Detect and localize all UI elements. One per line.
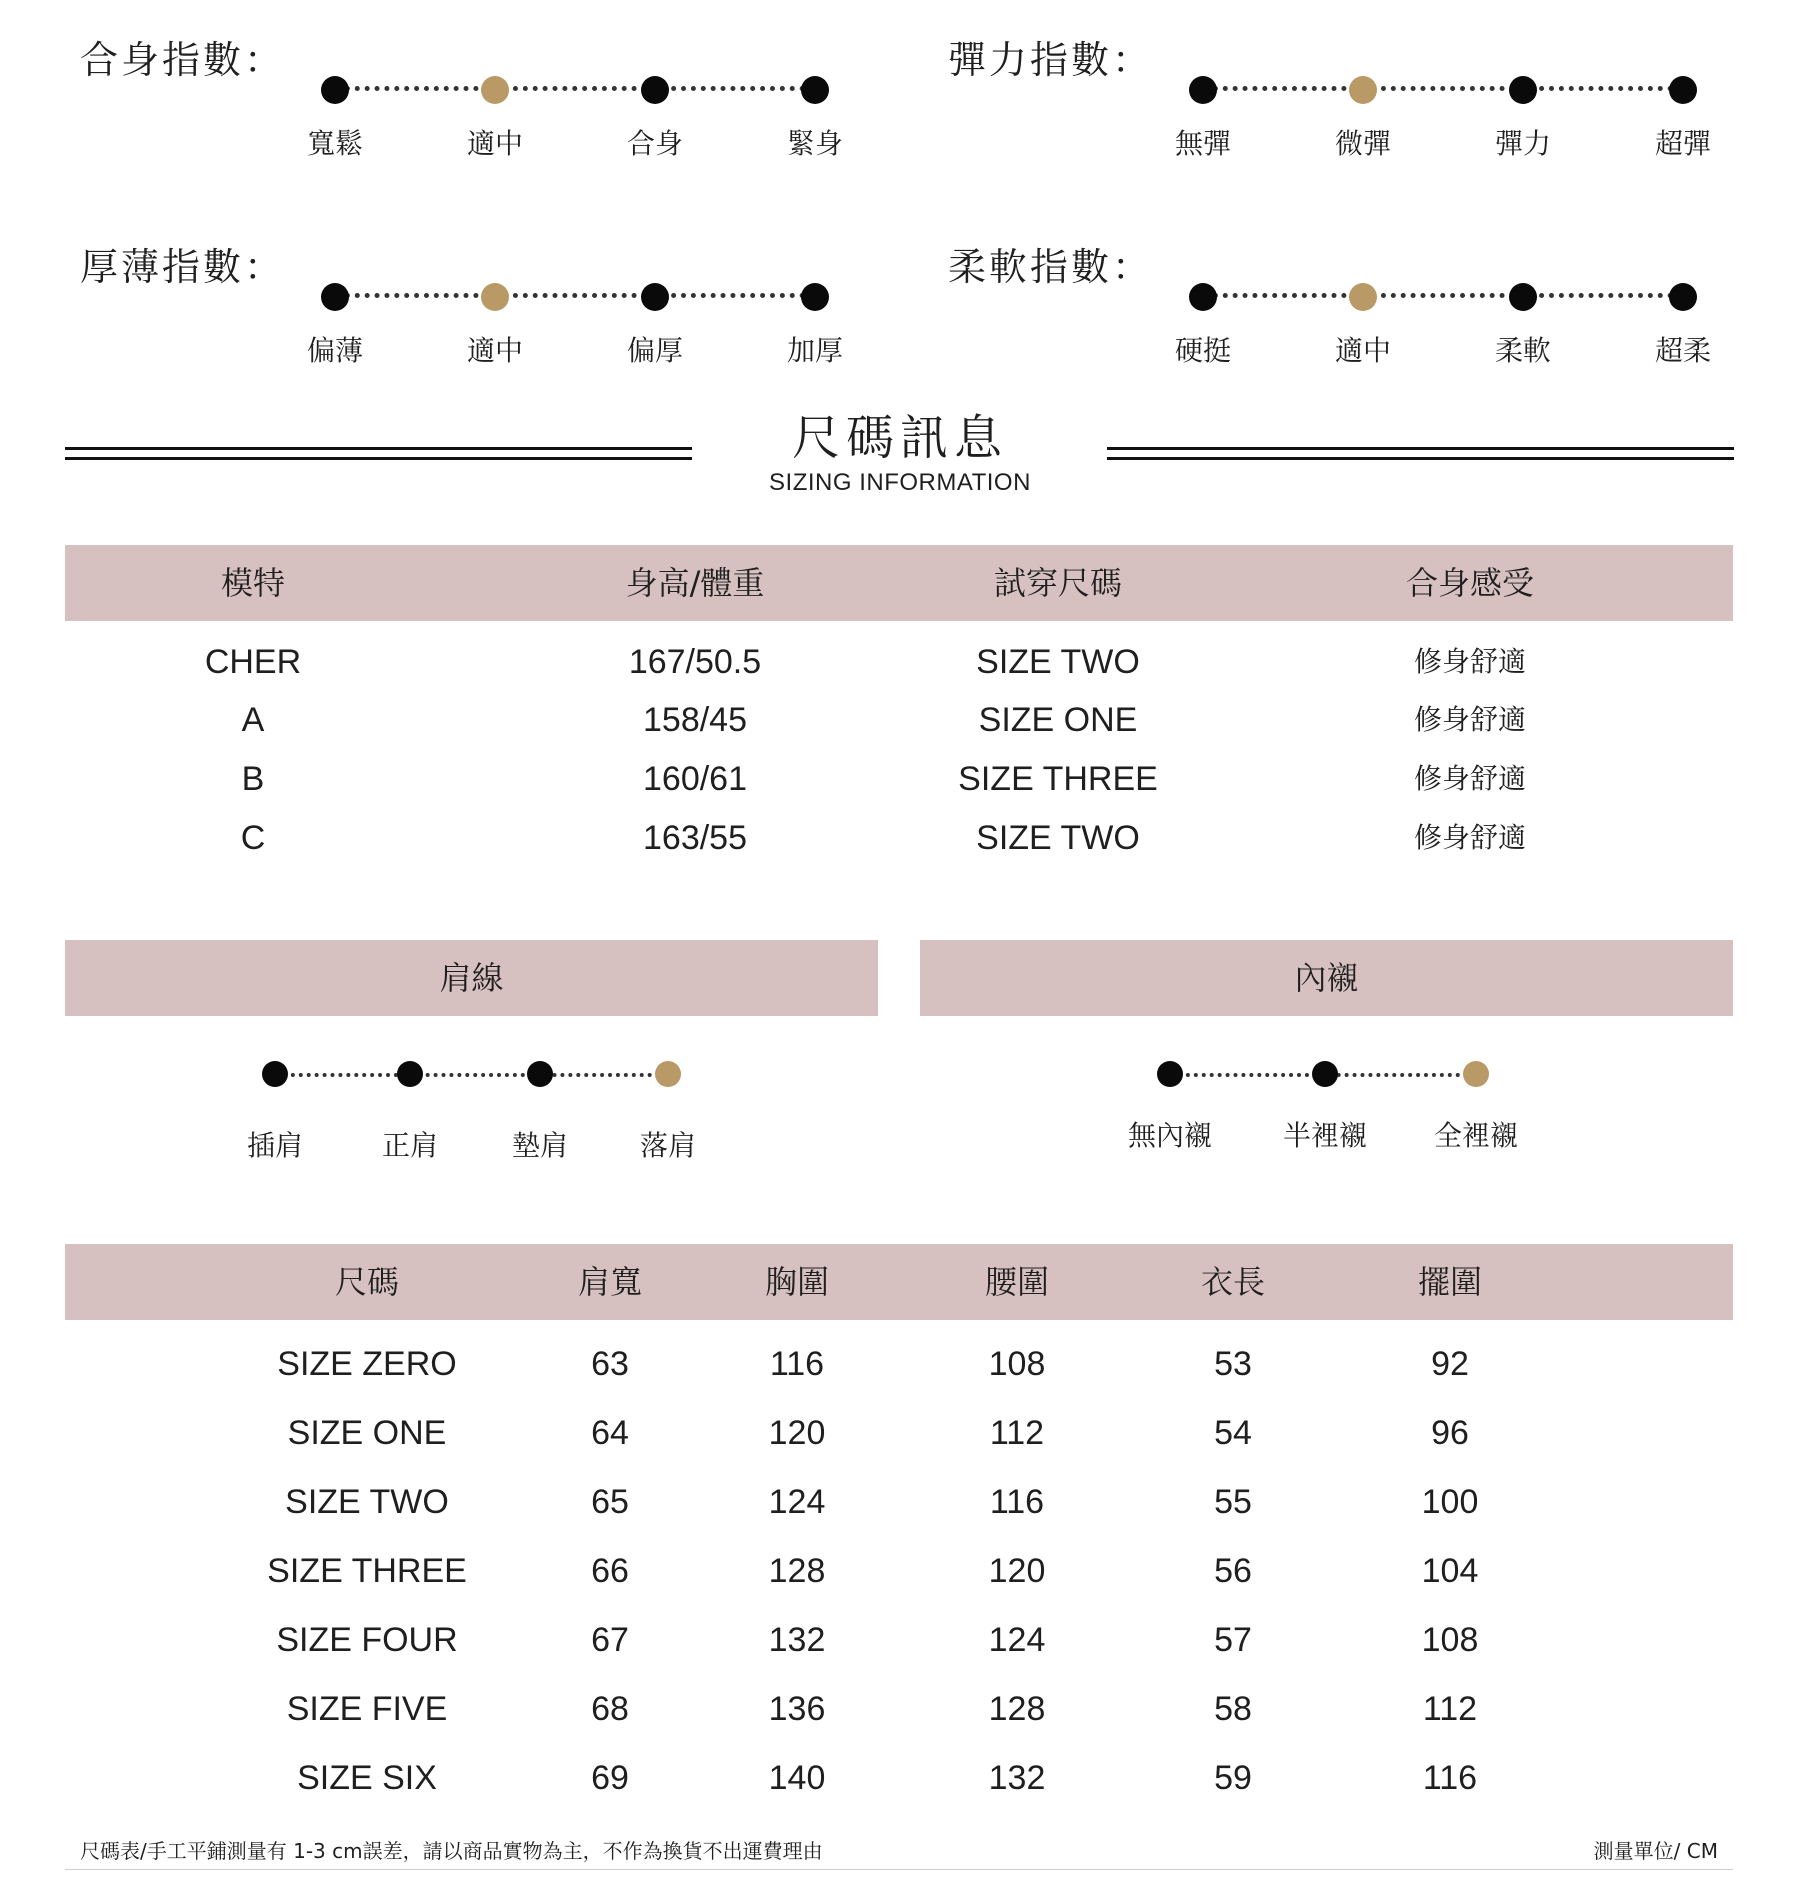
model-cell: 修身舒適: [1413, 645, 1526, 678]
size-cell: 55: [1214, 1483, 1252, 1521]
size-header-cell: 腰圍: [984, 1263, 1049, 1301]
scale-dot-selected: [481, 283, 509, 311]
model-header-cell: 試穿尺碼: [993, 564, 1122, 602]
scale-dot-selected: [1349, 76, 1377, 104]
size-cell: 96: [1431, 1414, 1469, 1452]
scale-label: 微彈: [1334, 127, 1391, 160]
size-cell: 100: [1421, 1483, 1479, 1521]
model-cell: 163/55: [643, 819, 747, 857]
shoulder-track: [275, 1073, 668, 1079]
model-header-cell: 合身感受: [1405, 564, 1534, 602]
size-header-cell: 尺碼: [334, 1263, 399, 1301]
scale-dot: [1669, 76, 1697, 104]
scale-label: 適中: [466, 127, 523, 160]
size-header-cell: 肩寬: [577, 1263, 642, 1301]
scale-dot: [1509, 283, 1537, 311]
size-cell: 116: [1422, 1759, 1478, 1797]
thickness-index: [80, 237, 940, 377]
scale-label: 偏厚: [626, 334, 683, 367]
model-cell: 158/45: [643, 701, 747, 739]
size-cell: 132: [768, 1621, 826, 1659]
index-title: 彈力指數：: [948, 38, 1154, 82]
model-cell: SIZE THREE: [958, 760, 1158, 798]
scale-dot: [1669, 283, 1697, 311]
size-cell: 128: [768, 1552, 826, 1590]
lining-title: 內襯: [1294, 959, 1359, 997]
sizing-title: 尺碼訊息: [791, 410, 1008, 466]
scale-dot: [321, 283, 349, 311]
size-cell: SIZE SIX: [297, 1759, 437, 1797]
softness-index: [948, 237, 1800, 377]
size-cell: 65: [591, 1483, 629, 1521]
scale-label: 加厚: [786, 334, 843, 367]
size-cell: SIZE THREE: [267, 1552, 467, 1590]
lining-dot: [1157, 1061, 1183, 1087]
shoulder-label: 墊肩: [511, 1129, 568, 1162]
size-cell: 108: [988, 1345, 1046, 1383]
index-title: 厚薄指數：: [80, 245, 286, 289]
size-cell: 68: [591, 1690, 629, 1728]
shoulder-title: 肩線: [439, 959, 504, 997]
lining-label: 半裡襯: [1282, 1119, 1367, 1152]
size-cell: 66: [591, 1552, 629, 1590]
model-cell: A: [241, 701, 265, 739]
size-cell: 63: [591, 1345, 629, 1383]
scale-dot: [321, 76, 349, 104]
index-track: [1203, 293, 1683, 299]
index-title: 柔軟指數：: [948, 245, 1154, 289]
scale-dot-selected: [481, 76, 509, 104]
size-cell: SIZE TWO: [285, 1483, 449, 1521]
index-track: [335, 86, 815, 92]
size-cell: 59: [1214, 1759, 1252, 1797]
measurement-unit: 測量單位/ CM: [1593, 1839, 1718, 1863]
model-header-cell: 身高/體重: [625, 564, 765, 602]
shoulder-dot: [527, 1061, 553, 1087]
index-track: [1203, 86, 1683, 92]
scale-dot: [641, 283, 669, 311]
model-cell: 修身舒適: [1413, 703, 1526, 736]
lining-dot-selected: [1463, 1061, 1489, 1087]
model-cell: SIZE TWO: [976, 643, 1140, 681]
shoulder-label: 正肩: [381, 1129, 438, 1162]
size-header-cell: 擺圍: [1417, 1263, 1482, 1301]
size-cell: 128: [988, 1690, 1046, 1728]
scale-dot: [801, 76, 829, 104]
size-cell: 108: [1421, 1621, 1479, 1659]
shoulder-label: 落肩: [639, 1129, 696, 1162]
model-cell: C: [240, 819, 266, 857]
size-cell: 112: [1422, 1690, 1478, 1728]
size-cell: 124: [768, 1483, 826, 1521]
scale-dot: [1509, 76, 1537, 104]
size-cell: 120: [768, 1414, 826, 1452]
size-cell: 104: [1421, 1552, 1479, 1590]
size-cell: 120: [988, 1552, 1046, 1590]
size-cell: 57: [1214, 1621, 1252, 1659]
size-cell: 124: [988, 1621, 1046, 1659]
index-title: 合身指數：: [80, 38, 286, 82]
scale-dot: [641, 76, 669, 104]
size-cell: 112: [989, 1414, 1045, 1452]
model-cell: 修身舒適: [1413, 821, 1526, 854]
scale-label: 偏薄: [306, 334, 363, 367]
model-cell: 167/50.5: [628, 643, 762, 681]
size-cell: 116: [989, 1483, 1045, 1521]
scale-label: 超彈: [1654, 127, 1711, 160]
scale-dot: [1189, 76, 1217, 104]
scale-label: 合身: [626, 127, 683, 160]
scale-label: 寬鬆: [306, 127, 363, 160]
model-cell: 修身舒適: [1413, 762, 1526, 795]
scale-dot-selected: [1349, 283, 1377, 311]
scale-label: 緊身: [786, 127, 843, 160]
fit-index: [80, 30, 940, 170]
model-cell: SIZE ONE: [978, 701, 1138, 739]
lining-label: 無內襯: [1127, 1119, 1212, 1152]
scale-label: 硬挺: [1174, 334, 1231, 367]
size-cell: 67: [591, 1621, 629, 1659]
scale-label: 適中: [1334, 334, 1391, 367]
size-cell: 136: [768, 1690, 826, 1728]
size-cell: 53: [1214, 1345, 1252, 1383]
model-cell: SIZE TWO: [976, 819, 1140, 857]
model-cell: B: [241, 760, 265, 798]
size-cell: 92: [1431, 1345, 1469, 1383]
size-cell: SIZE ZERO: [277, 1345, 457, 1383]
size-cell: 56: [1214, 1552, 1252, 1590]
scale-label: 無彈: [1174, 127, 1231, 160]
scale-label: 彈力: [1494, 127, 1551, 160]
size-cell: 140: [768, 1759, 826, 1797]
scale-label: 超柔: [1654, 334, 1711, 367]
size-cell: SIZE FIVE: [286, 1690, 448, 1728]
model-cell: 160/61: [643, 760, 747, 798]
scale-label: 適中: [466, 334, 523, 367]
lining-label: 全裡襯: [1433, 1119, 1518, 1152]
size-cell: 58: [1214, 1690, 1252, 1728]
footer-divider: [65, 1869, 1733, 1870]
lining-dot: [1312, 1061, 1338, 1087]
size-cell: SIZE FOUR: [276, 1621, 458, 1659]
size-cell: SIZE ONE: [287, 1414, 447, 1452]
size-header-cell: 衣長: [1200, 1263, 1265, 1301]
shoulder-dot-selected: [655, 1061, 681, 1087]
shoulder-dot: [397, 1061, 423, 1087]
size-cell: 132: [988, 1759, 1046, 1797]
scale-label: 柔軟: [1494, 334, 1551, 367]
shoulder-dot: [262, 1061, 288, 1087]
model-cell: CHER: [204, 643, 302, 681]
sizing-subtitle: SIZING INFORMATION: [769, 469, 1031, 496]
index-track: [335, 293, 815, 299]
size-header-cell: 胸圍: [764, 1263, 829, 1301]
measurement-note: 尺碼表/手工平鋪測量有 1-3 cm誤差，請以商品實物為主，不作為換貨不出運費理由: [80, 1839, 823, 1863]
size-cell: 116: [769, 1345, 825, 1383]
model-header-cell: 模特: [220, 564, 285, 602]
shoulder-label: 插肩: [246, 1129, 303, 1162]
stretch-index: [948, 30, 1800, 170]
size-cell: 64: [591, 1414, 629, 1452]
size-cell: 54: [1214, 1414, 1252, 1452]
size-cell: 69: [591, 1759, 629, 1797]
scale-dot: [1189, 283, 1217, 311]
scale-dot: [801, 283, 829, 311]
